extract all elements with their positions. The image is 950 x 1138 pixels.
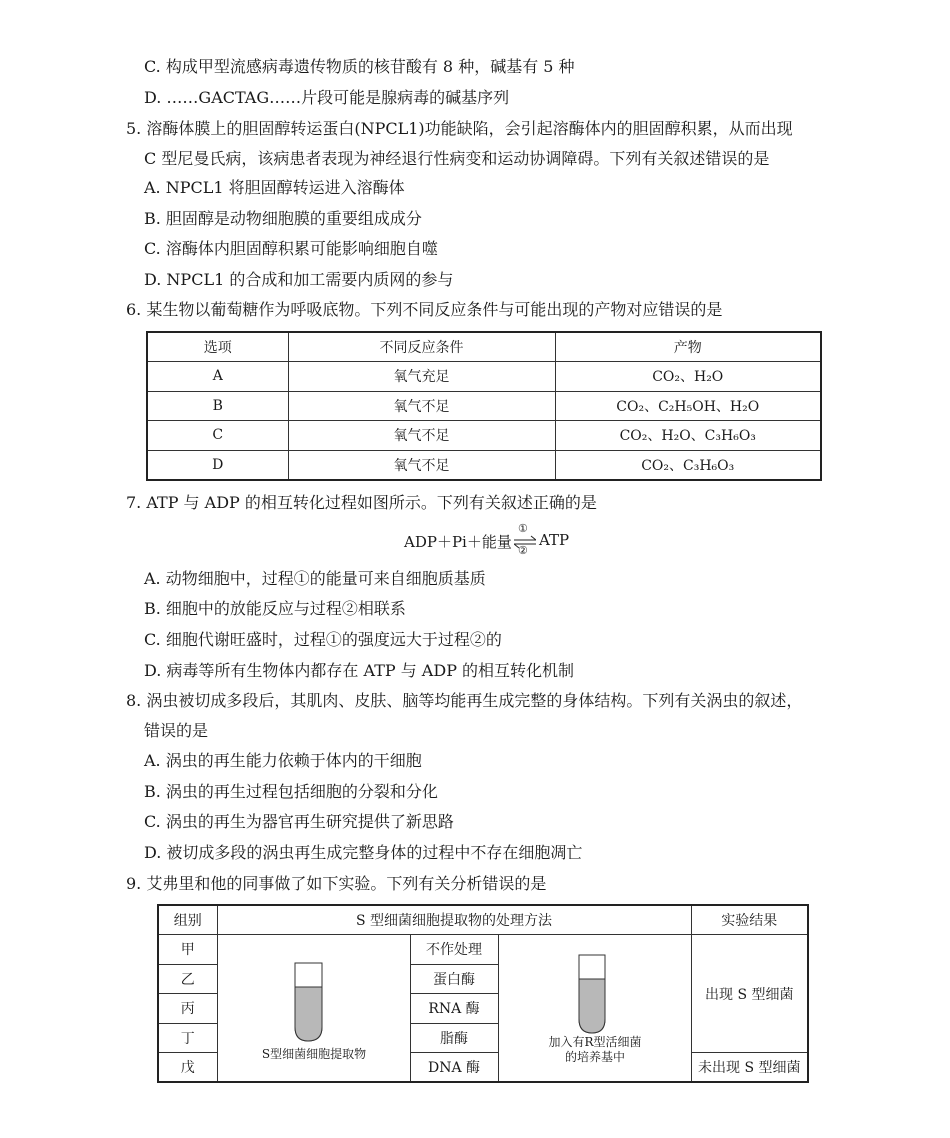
table-row bbox=[147, 391, 821, 421]
q9-treatment: DNA 酶 bbox=[410, 1053, 498, 1083]
q7-option-a: A. 动物细胞中，过程①的能量可来自细胞质基质 bbox=[144, 569, 486, 588]
q9-result-negative: 未出现 S 型细菌 bbox=[691, 1053, 808, 1083]
extract-tube-caption: S型细菌细胞提取物 bbox=[261, 1047, 367, 1061]
q8-stem-line1: 8. 涡虫被切成多段后，其肌肉、皮肤、脑等均能再生成完整的身体结构。下列有关涡虫的叙述， bbox=[126, 691, 803, 710]
q9-group: 丙 bbox=[158, 994, 217, 1024]
q9-group: 戊 bbox=[158, 1053, 217, 1083]
table-row bbox=[147, 450, 821, 480]
q7-option-c: C. 细胞代谢旺盛时，过程①的强度远大于过程②的 bbox=[144, 630, 502, 649]
process-1-label: ① bbox=[518, 522, 528, 535]
q7-stem: 7. ATP 与 ADP 的相互转化过程如图所示。下列有关叙述正确的是 bbox=[126, 493, 597, 512]
culture-tube-caption-2: 的培养基中 bbox=[564, 1050, 625, 1064]
q8-option-c: C. 涡虫的再生为器官再生研究提供了新思路 bbox=[144, 812, 454, 831]
table-row bbox=[158, 935, 808, 965]
q9-header-method: S 型细菌细胞提取物的处理方法 bbox=[217, 905, 691, 935]
q6-row-condition: 氧气充足 bbox=[288, 362, 555, 392]
q5-stem-line2: C 型尼曼氏病，该病患者表现为神经退行性病变和运动协调障碍。下列有关叙述错误的是 bbox=[144, 149, 770, 168]
q9-header-result: 实验结果 bbox=[691, 905, 808, 935]
medium-tube-cell bbox=[498, 935, 691, 1083]
q6-header-product: 产物 bbox=[555, 332, 821, 362]
q7-option-d: D. 病毒等所有生物体内都存在 ATP 与 ADP 的相互转化机制 bbox=[144, 661, 575, 680]
q6-row-option: D bbox=[147, 450, 288, 480]
q8-option-b: B. 涡虫的再生过程包括细胞的分裂和分化 bbox=[144, 782, 438, 801]
q6-row-condition: 氧气不足 bbox=[288, 450, 555, 480]
q6-row-product: CO₂、C₃H₆O₃ bbox=[555, 450, 821, 480]
extract-tube-cell bbox=[217, 935, 410, 1083]
q6-stem: 6. 某生物以葡萄糖作为呼吸底物。下列不同反应条件与可能出现的产物对应错误的是 bbox=[126, 300, 723, 319]
q5-option-a: A. NPCL1 将胆固醇转运进入溶酶体 bbox=[144, 178, 405, 197]
equation-left: ADP＋Pi＋能量 bbox=[404, 533, 512, 551]
q9-treatment: 蛋白酶 bbox=[410, 964, 498, 994]
q6-row-condition: 氧气不足 bbox=[288, 421, 555, 451]
q9-table-header-row bbox=[158, 905, 808, 935]
q6-row-product: CO₂、C₂H₅OH、H₂O bbox=[555, 391, 821, 421]
q6-row-option: A bbox=[147, 362, 288, 392]
q5-option-c: C. 溶酶体内胆固醇积累可能影响细胞自噬 bbox=[144, 239, 438, 258]
q9-result-positive: 出现 S 型细菌 bbox=[691, 935, 808, 1053]
q7-option-b: B. 细胞中的放能反应与过程②相联系 bbox=[144, 599, 406, 618]
q9-treatment: 不作处理 bbox=[410, 935, 498, 965]
q6-row-condition: 氧气不足 bbox=[288, 391, 555, 421]
q5-option-b: B. 胆固醇是动物细胞膜的重要组成成分 bbox=[144, 209, 422, 228]
q8-option-a: A. 涡虫的再生能力依赖于体内的干细胞 bbox=[144, 751, 422, 770]
q5-stem-line1: 5. 溶酶体膜上的胆固醇转运蛋白(NPCL1)功能缺陷，会引起溶酶体内的胆固醇积累，从而出现 bbox=[126, 119, 793, 138]
q4-option-d: D. ……GACTAG……片段可能是腺病毒的碱基序列 bbox=[144, 88, 510, 107]
reversible-arrow bbox=[514, 524, 536, 560]
q9-treatment: 脂酶 bbox=[410, 1023, 498, 1053]
q9-group: 乙 bbox=[158, 964, 217, 994]
process-2-label: ② bbox=[518, 544, 528, 557]
q9-stem: 9. 艾弗里和他的同事做了如下实验。下列有关分析错误的是 bbox=[126, 874, 547, 893]
q9-group: 甲 bbox=[158, 935, 217, 965]
q6-row-product: CO₂、H₂O、C₃H₆O₃ bbox=[555, 421, 821, 451]
q8-option-d: D. 被切成多段的涡虫再生成完整身体的过程中不存在细胞凋亡 bbox=[144, 843, 583, 862]
q6-header-option: 选项 bbox=[147, 332, 288, 362]
culture-tube-caption-1: 加入有R型活细菌 bbox=[548, 1035, 642, 1049]
q5-option-d: D. NPCL1 的合成和加工需要内质网的参与 bbox=[144, 270, 454, 289]
q9-table bbox=[157, 904, 809, 1083]
table-row bbox=[147, 421, 821, 451]
q9-header-group: 组别 bbox=[158, 905, 217, 935]
q4-option-c: C. 构成甲型流感病毒遗传物质的核苷酸有 8 种，碱基有 5 种 bbox=[144, 57, 575, 76]
q6-row-product: CO₂、H₂O bbox=[555, 362, 821, 392]
q9-group: 丁 bbox=[158, 1023, 217, 1053]
q6-table-header-row bbox=[147, 332, 821, 362]
q9-treatment: RNA 酶 bbox=[410, 994, 498, 1024]
q6-row-option: B bbox=[147, 391, 288, 421]
q8-stem-line2: 错误的是 bbox=[144, 721, 209, 740]
equation-right: ATP bbox=[539, 531, 570, 549]
q6-header-condition: 不同反应条件 bbox=[288, 332, 555, 362]
q6-table bbox=[146, 331, 822, 481]
table-row bbox=[147, 362, 821, 392]
q6-row-option: C bbox=[147, 421, 288, 451]
